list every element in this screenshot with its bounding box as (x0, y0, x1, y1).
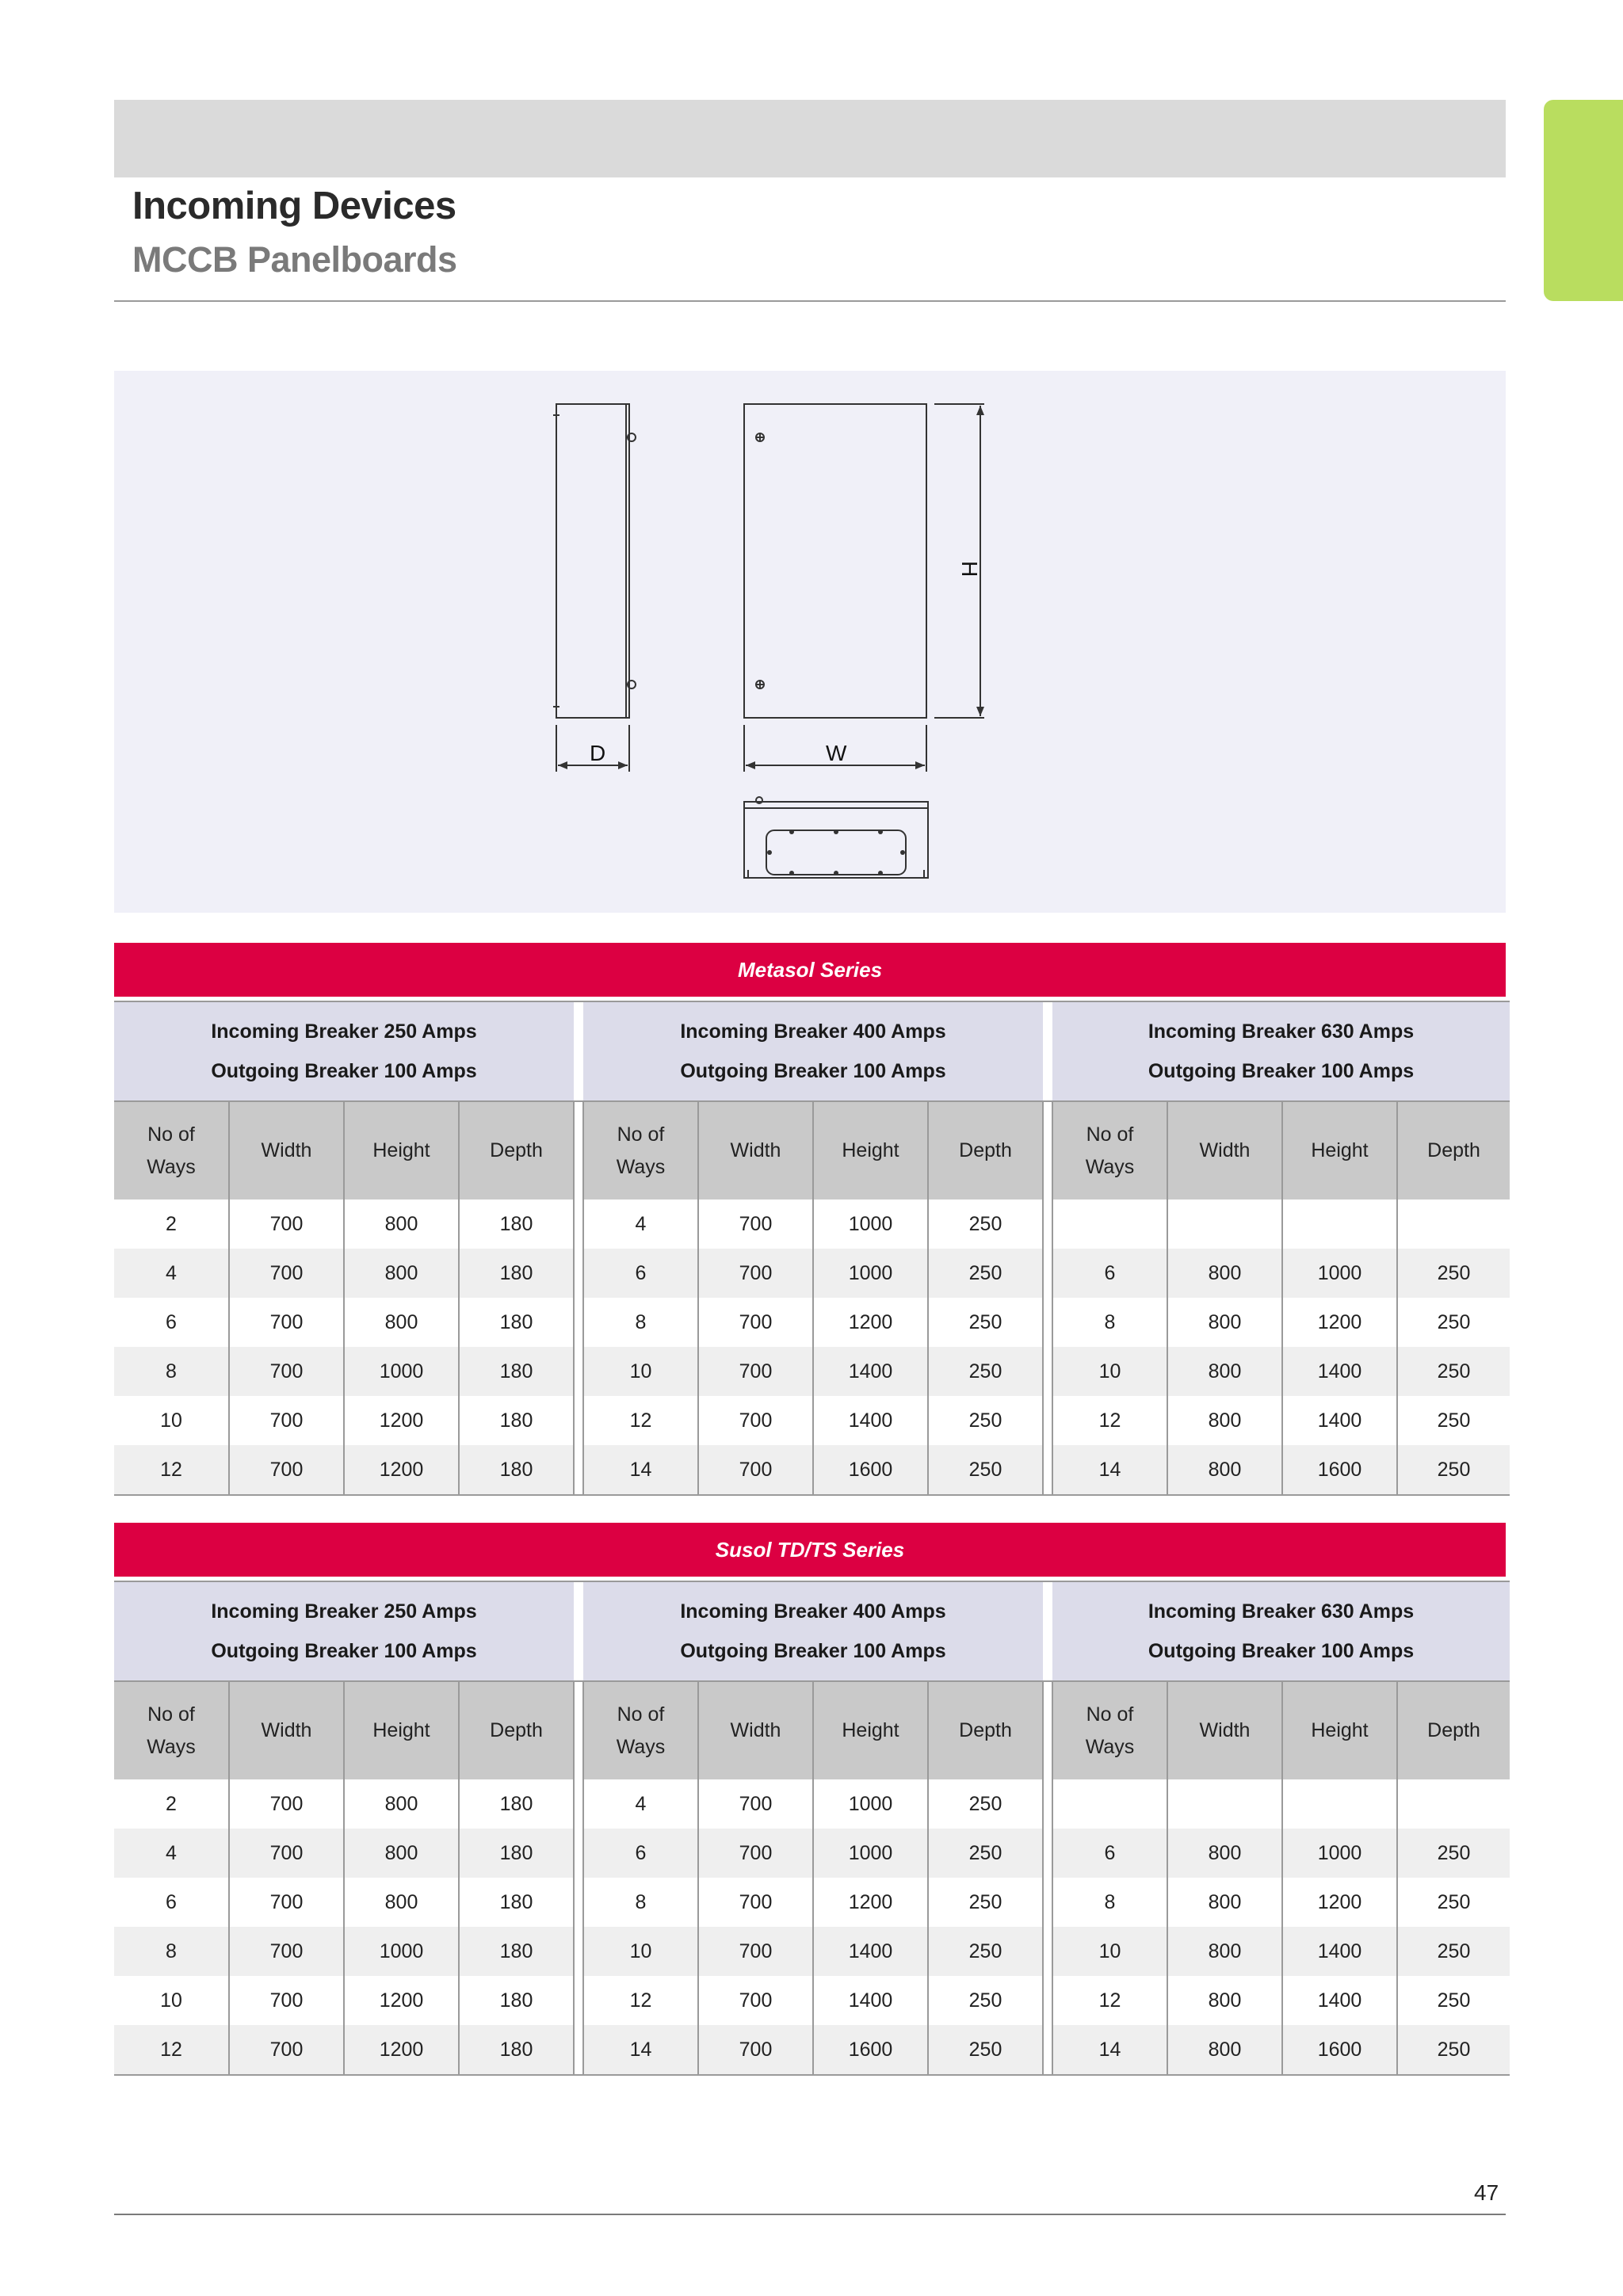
breaker-group-header (1052, 1582, 1510, 1681)
table-cell: 6 (166, 1310, 177, 1333)
depth-label: D (590, 741, 606, 765)
section-tab (1544, 100, 1623, 301)
table-cell: 250 (1397, 1298, 1510, 1347)
front-view (744, 404, 926, 718)
outgoing-breaker-label: Outgoing Breaker 100 Amps (1148, 1060, 1415, 1082)
dimension-table (114, 1581, 1510, 2076)
table-cell: 180 (459, 1878, 574, 1927)
page-subtitle: MCCB Panelboards (132, 239, 457, 280)
table-row (114, 1445, 1510, 1495)
table-cell: 180 (459, 1927, 574, 1976)
table-cell: 700 (229, 1927, 344, 1976)
table-cell (1052, 1779, 1167, 1829)
table-cell (1052, 1199, 1167, 1249)
outgoing-breaker-label: Outgoing Breaker 100 Amps (211, 1640, 477, 1662)
column-header-height: Height (1282, 1101, 1397, 1199)
table-cell: 700 (698, 1298, 813, 1347)
column-header-height: Height (344, 1681, 459, 1779)
table-cell: 1200 (1282, 1298, 1397, 1347)
table-cell: 10 (160, 1409, 182, 1432)
table-cell: 1200 (1282, 1878, 1397, 1927)
table-cell: 1400 (1282, 1927, 1397, 1976)
table-cell: 700 (698, 1396, 813, 1445)
column-header-depth: Depth (459, 1681, 574, 1779)
table-row (114, 1927, 1510, 1976)
table-cell: 1000 (344, 1927, 459, 1976)
table-cell: 180 (459, 1199, 574, 1249)
column-header-depth: Depth (928, 1101, 1043, 1199)
table-cell: 700 (229, 1779, 344, 1829)
table-cell: 250 (1397, 1445, 1510, 1495)
table-cell: 800 (1167, 1445, 1282, 1495)
table-cell: 180 (459, 1298, 574, 1347)
table-cell: 14 (583, 1445, 698, 1495)
table-cell: 250 (1397, 1396, 1510, 1445)
table-cell: 800 (1167, 1927, 1282, 1976)
table-cell: 800 (1167, 1878, 1282, 1927)
column-header-height: Height (813, 1101, 928, 1199)
table-cell: 10 (1052, 1927, 1167, 1976)
page-number: 47 (1474, 2180, 1499, 2205)
enclosure-drawing (114, 371, 1506, 913)
breaker-group-header (583, 1002, 1043, 1101)
table-cell: 6 (166, 1890, 177, 1913)
incoming-breaker-label: Incoming Breaker 400 Amps (680, 1600, 946, 1623)
table-cell: 250 (1397, 1829, 1510, 1878)
table-cell: 250 (928, 1976, 1043, 2025)
table-cell: 700 (229, 1445, 344, 1495)
table-cell: 8 (114, 1347, 229, 1396)
table-cell: 12 (629, 1989, 652, 2012)
table-cell (1282, 1779, 1397, 1829)
breaker-group-header (1052, 1002, 1510, 1101)
ways-label-line2: Ways (616, 1735, 666, 1758)
table-cell: 250 (1397, 1878, 1510, 1927)
table-cell: 8 (1104, 1890, 1116, 1913)
table-cell: 1000 (1282, 1249, 1397, 1298)
table-cell: 700 (698, 1779, 813, 1829)
table-cell: 14 (583, 2025, 698, 2075)
series-title: Metasol Series (114, 943, 1506, 997)
ways-label-line2: Ways (1085, 1735, 1135, 1758)
gland-plate (766, 830, 906, 875)
column-header-ways (583, 1101, 698, 1199)
table-cell: 1000 (813, 1829, 928, 1878)
table-cell: 700 (229, 1199, 344, 1249)
incoming-breaker-label: Incoming Breaker 400 Amps (680, 1020, 946, 1043)
table-row (114, 1829, 1510, 1878)
table-cell: 700 (229, 1249, 344, 1298)
table-cell: 1400 (1282, 1976, 1397, 2025)
table-cell: 1400 (1282, 1396, 1397, 1445)
width-label: W (826, 741, 847, 765)
incoming-breaker-label: Incoming Breaker 250 Amps (211, 1600, 477, 1623)
column-header-depth: Depth (928, 1681, 1043, 1779)
table-cell: 4 (635, 1212, 647, 1235)
column-header-width: Width (698, 1101, 813, 1199)
table-cell: 250 (1397, 1927, 1510, 1976)
table-cell: 2 (166, 1212, 177, 1235)
column-header-width: Width (1167, 1101, 1282, 1199)
table-cell: 10 (160, 1989, 182, 2012)
table-cell: 700 (698, 1829, 813, 1878)
ways-label-line1: No of (1086, 1123, 1134, 1146)
table-cell: 700 (229, 1829, 344, 1878)
bottom-view (744, 802, 928, 878)
table-cell: 180 (459, 1396, 574, 1445)
table-cell: 6 (583, 1249, 698, 1298)
column-header-width: Width (229, 1681, 344, 1779)
table-row (114, 1976, 1510, 2025)
breaker-group-header (583, 1582, 1043, 1681)
column-header-ways (583, 1681, 698, 1779)
table-cell: 250 (928, 1878, 1043, 1927)
breaker-group-header (114, 1002, 574, 1101)
enclosure-diagram (114, 371, 1506, 913)
table-cell: 800 (344, 1829, 459, 1878)
table-cell: 800 (1167, 2025, 1282, 2075)
table-cell: 1000 (813, 1249, 928, 1298)
table-row (114, 1347, 1510, 1396)
table-cell: 700 (698, 1445, 813, 1495)
ways-label-line2: Ways (1085, 1155, 1135, 1178)
table-cell: 1200 (813, 1298, 928, 1347)
table-cell: 10 (583, 1347, 698, 1396)
table-cell: 1000 (1282, 1829, 1397, 1878)
table-cell: 4 (114, 1249, 229, 1298)
column-header-depth: Depth (459, 1101, 574, 1199)
table-cell: 700 (698, 1927, 813, 1976)
outgoing-breaker-label: Outgoing Breaker 100 Amps (211, 1060, 477, 1082)
table-cell: 6 (583, 1829, 698, 1878)
ways-label-line2: Ways (616, 1155, 666, 1178)
table-cell: 800 (1167, 1249, 1282, 1298)
table-cell: 700 (229, 1878, 344, 1927)
column-header-width: Width (698, 1681, 813, 1779)
table-cell: 180 (459, 1445, 574, 1495)
column-header-width: Width (1167, 1681, 1282, 1779)
table-cell: 800 (1167, 1298, 1282, 1347)
table-cell: 1000 (813, 1779, 928, 1829)
column-header-depth: Depth (1397, 1101, 1510, 1199)
table-cell: 1600 (813, 2025, 928, 2075)
table-cell: 700 (698, 1347, 813, 1396)
table-cell (1167, 1199, 1282, 1249)
table-cell: 180 (459, 1347, 574, 1396)
table-cell: 12 (114, 2025, 229, 2075)
table-cell (1397, 1779, 1510, 1829)
table-cell: 1600 (813, 1445, 928, 1495)
side-view (556, 404, 629, 718)
column-header-height: Height (813, 1681, 928, 1779)
table-cell: 1000 (344, 1347, 459, 1396)
incoming-breaker-label: Incoming Breaker 630 Amps (1148, 1600, 1415, 1623)
table-cell: 1600 (1282, 2025, 1397, 2075)
table-cell: 1400 (813, 1927, 928, 1976)
table-cell: 250 (928, 1396, 1043, 1445)
column-header-height: Height (1282, 1681, 1397, 1779)
table-cell: 800 (344, 1878, 459, 1927)
title-divider (114, 300, 1506, 302)
table-cell: 1000 (813, 1199, 928, 1249)
table-cell: 800 (1167, 1829, 1282, 1878)
page-title: Incoming Devices (132, 185, 456, 227)
table-cell (1397, 1199, 1510, 1249)
table-cell: 6 (1052, 1829, 1167, 1878)
table-cell: 250 (928, 1249, 1043, 1298)
dimension-table (114, 1001, 1510, 1496)
table-cell: 250 (928, 1829, 1043, 1878)
table-cell: 14 (1052, 1445, 1167, 1495)
table-cell: 250 (928, 1445, 1043, 1495)
table-cell: 1400 (813, 1347, 928, 1396)
table-cell: 180 (459, 2025, 574, 2075)
table-cell: 250 (928, 2025, 1043, 2075)
table-cell: 8 (114, 1927, 229, 1976)
ways-label-line1: No of (617, 1123, 665, 1146)
table-cell: 700 (698, 1249, 813, 1298)
susol-series-section (114, 1523, 1506, 2076)
table-cell: 250 (928, 1347, 1043, 1396)
table-cell: 800 (1167, 1396, 1282, 1445)
table-cell: 800 (344, 1779, 459, 1829)
table-cell: 700 (229, 1976, 344, 2025)
table-cell: 700 (229, 1396, 344, 1445)
table-cell: 12 (1098, 1989, 1121, 2012)
table-cell: 1400 (1282, 1347, 1397, 1396)
table-cell: 800 (344, 1298, 459, 1347)
table-cell: 250 (1397, 1976, 1510, 2025)
table-cell: 1600 (1282, 1445, 1397, 1495)
incoming-breaker-label: Incoming Breaker 630 Amps (1148, 1020, 1415, 1043)
table-cell (1282, 1199, 1397, 1249)
table-cell: 250 (1397, 1347, 1510, 1396)
table-cell: 12 (629, 1409, 652, 1432)
table-cell: 800 (1167, 1347, 1282, 1396)
table-cell: 8 (1104, 1310, 1116, 1333)
table-cell: 800 (344, 1199, 459, 1249)
table-cell: 700 (229, 2025, 344, 2075)
table-cell: 1200 (344, 1976, 459, 2025)
table-cell: 12 (114, 1445, 229, 1495)
ways-label-line1: No of (1086, 1703, 1134, 1726)
table-cell: 700 (698, 1199, 813, 1249)
table-cell: 8 (635, 1310, 647, 1333)
incoming-breaker-label: Incoming Breaker 250 Amps (211, 1020, 477, 1043)
table-cell: 6 (1052, 1249, 1167, 1298)
table-cell: 250 (928, 1298, 1043, 1347)
table-cell: 4 (635, 1792, 647, 1815)
table-cell: 2 (166, 1792, 177, 1815)
table-cell: 180 (459, 1779, 574, 1829)
header-band (114, 100, 1506, 177)
outgoing-breaker-label: Outgoing Breaker 100 Amps (1148, 1640, 1415, 1662)
table-cell: 700 (698, 2025, 813, 2075)
table-cell: 1200 (344, 2025, 459, 2075)
ways-label-line2: Ways (147, 1155, 196, 1178)
outgoing-breaker-label: Outgoing Breaker 100 Amps (680, 1060, 946, 1082)
column-header-ways (1052, 1681, 1167, 1779)
table-cell: 800 (344, 1249, 459, 1298)
table-cell: 250 (928, 1927, 1043, 1976)
table-row (114, 1878, 1510, 1927)
table-cell: 1400 (813, 1976, 928, 2025)
table-row (114, 1249, 1510, 1298)
table-cell: 700 (229, 1298, 344, 1347)
ways-label-line1: No of (147, 1123, 195, 1146)
table-cell: 800 (1167, 1976, 1282, 2025)
table-cell: 1400 (813, 1396, 928, 1445)
table-cell: 700 (229, 1347, 344, 1396)
series-title: Susol TD/TS Series (114, 1523, 1506, 1577)
ways-label-line1: No of (147, 1703, 195, 1726)
table-cell: 250 (928, 1779, 1043, 1829)
table-row (114, 1199, 1510, 1249)
column-header-ways (114, 1681, 229, 1779)
table-cell: 180 (459, 1976, 574, 2025)
table-row (114, 1298, 1510, 1347)
table-cell: 180 (459, 1829, 574, 1878)
table-row (114, 2025, 1510, 2075)
column-header-ways (1052, 1101, 1167, 1199)
table-cell: 1200 (344, 1396, 459, 1445)
breaker-group-header (114, 1582, 574, 1681)
table-cell: 4 (114, 1829, 229, 1878)
table-cell: 700 (698, 1976, 813, 2025)
footer-divider (114, 2214, 1506, 2215)
column-header-ways (114, 1101, 229, 1199)
table-cell: 12 (1098, 1409, 1121, 1432)
table-cell: 180 (459, 1249, 574, 1298)
table-cell (1167, 1779, 1282, 1829)
table-cell: 250 (928, 1199, 1043, 1249)
column-header-height: Height (344, 1101, 459, 1199)
column-header-depth: Depth (1397, 1681, 1510, 1779)
table-cell: 10 (583, 1927, 698, 1976)
table-row (114, 1779, 1510, 1829)
column-header-width: Width (229, 1101, 344, 1199)
table-cell: 1200 (344, 1445, 459, 1495)
table-cell: 1200 (813, 1878, 928, 1927)
table-cell: 250 (1397, 1249, 1510, 1298)
metasol-series-section (114, 943, 1506, 1496)
table-cell: 8 (635, 1890, 647, 1913)
table-cell: 700 (698, 1878, 813, 1927)
table-row (114, 1396, 1510, 1445)
table-cell: 14 (1052, 2025, 1167, 2075)
height-label: H (957, 561, 982, 578)
table-cell: 250 (1397, 2025, 1510, 2075)
outgoing-breaker-label: Outgoing Breaker 100 Amps (680, 1640, 946, 1662)
ways-label-line1: No of (617, 1703, 665, 1726)
ways-label-line2: Ways (147, 1735, 196, 1758)
table-cell: 10 (1052, 1347, 1167, 1396)
